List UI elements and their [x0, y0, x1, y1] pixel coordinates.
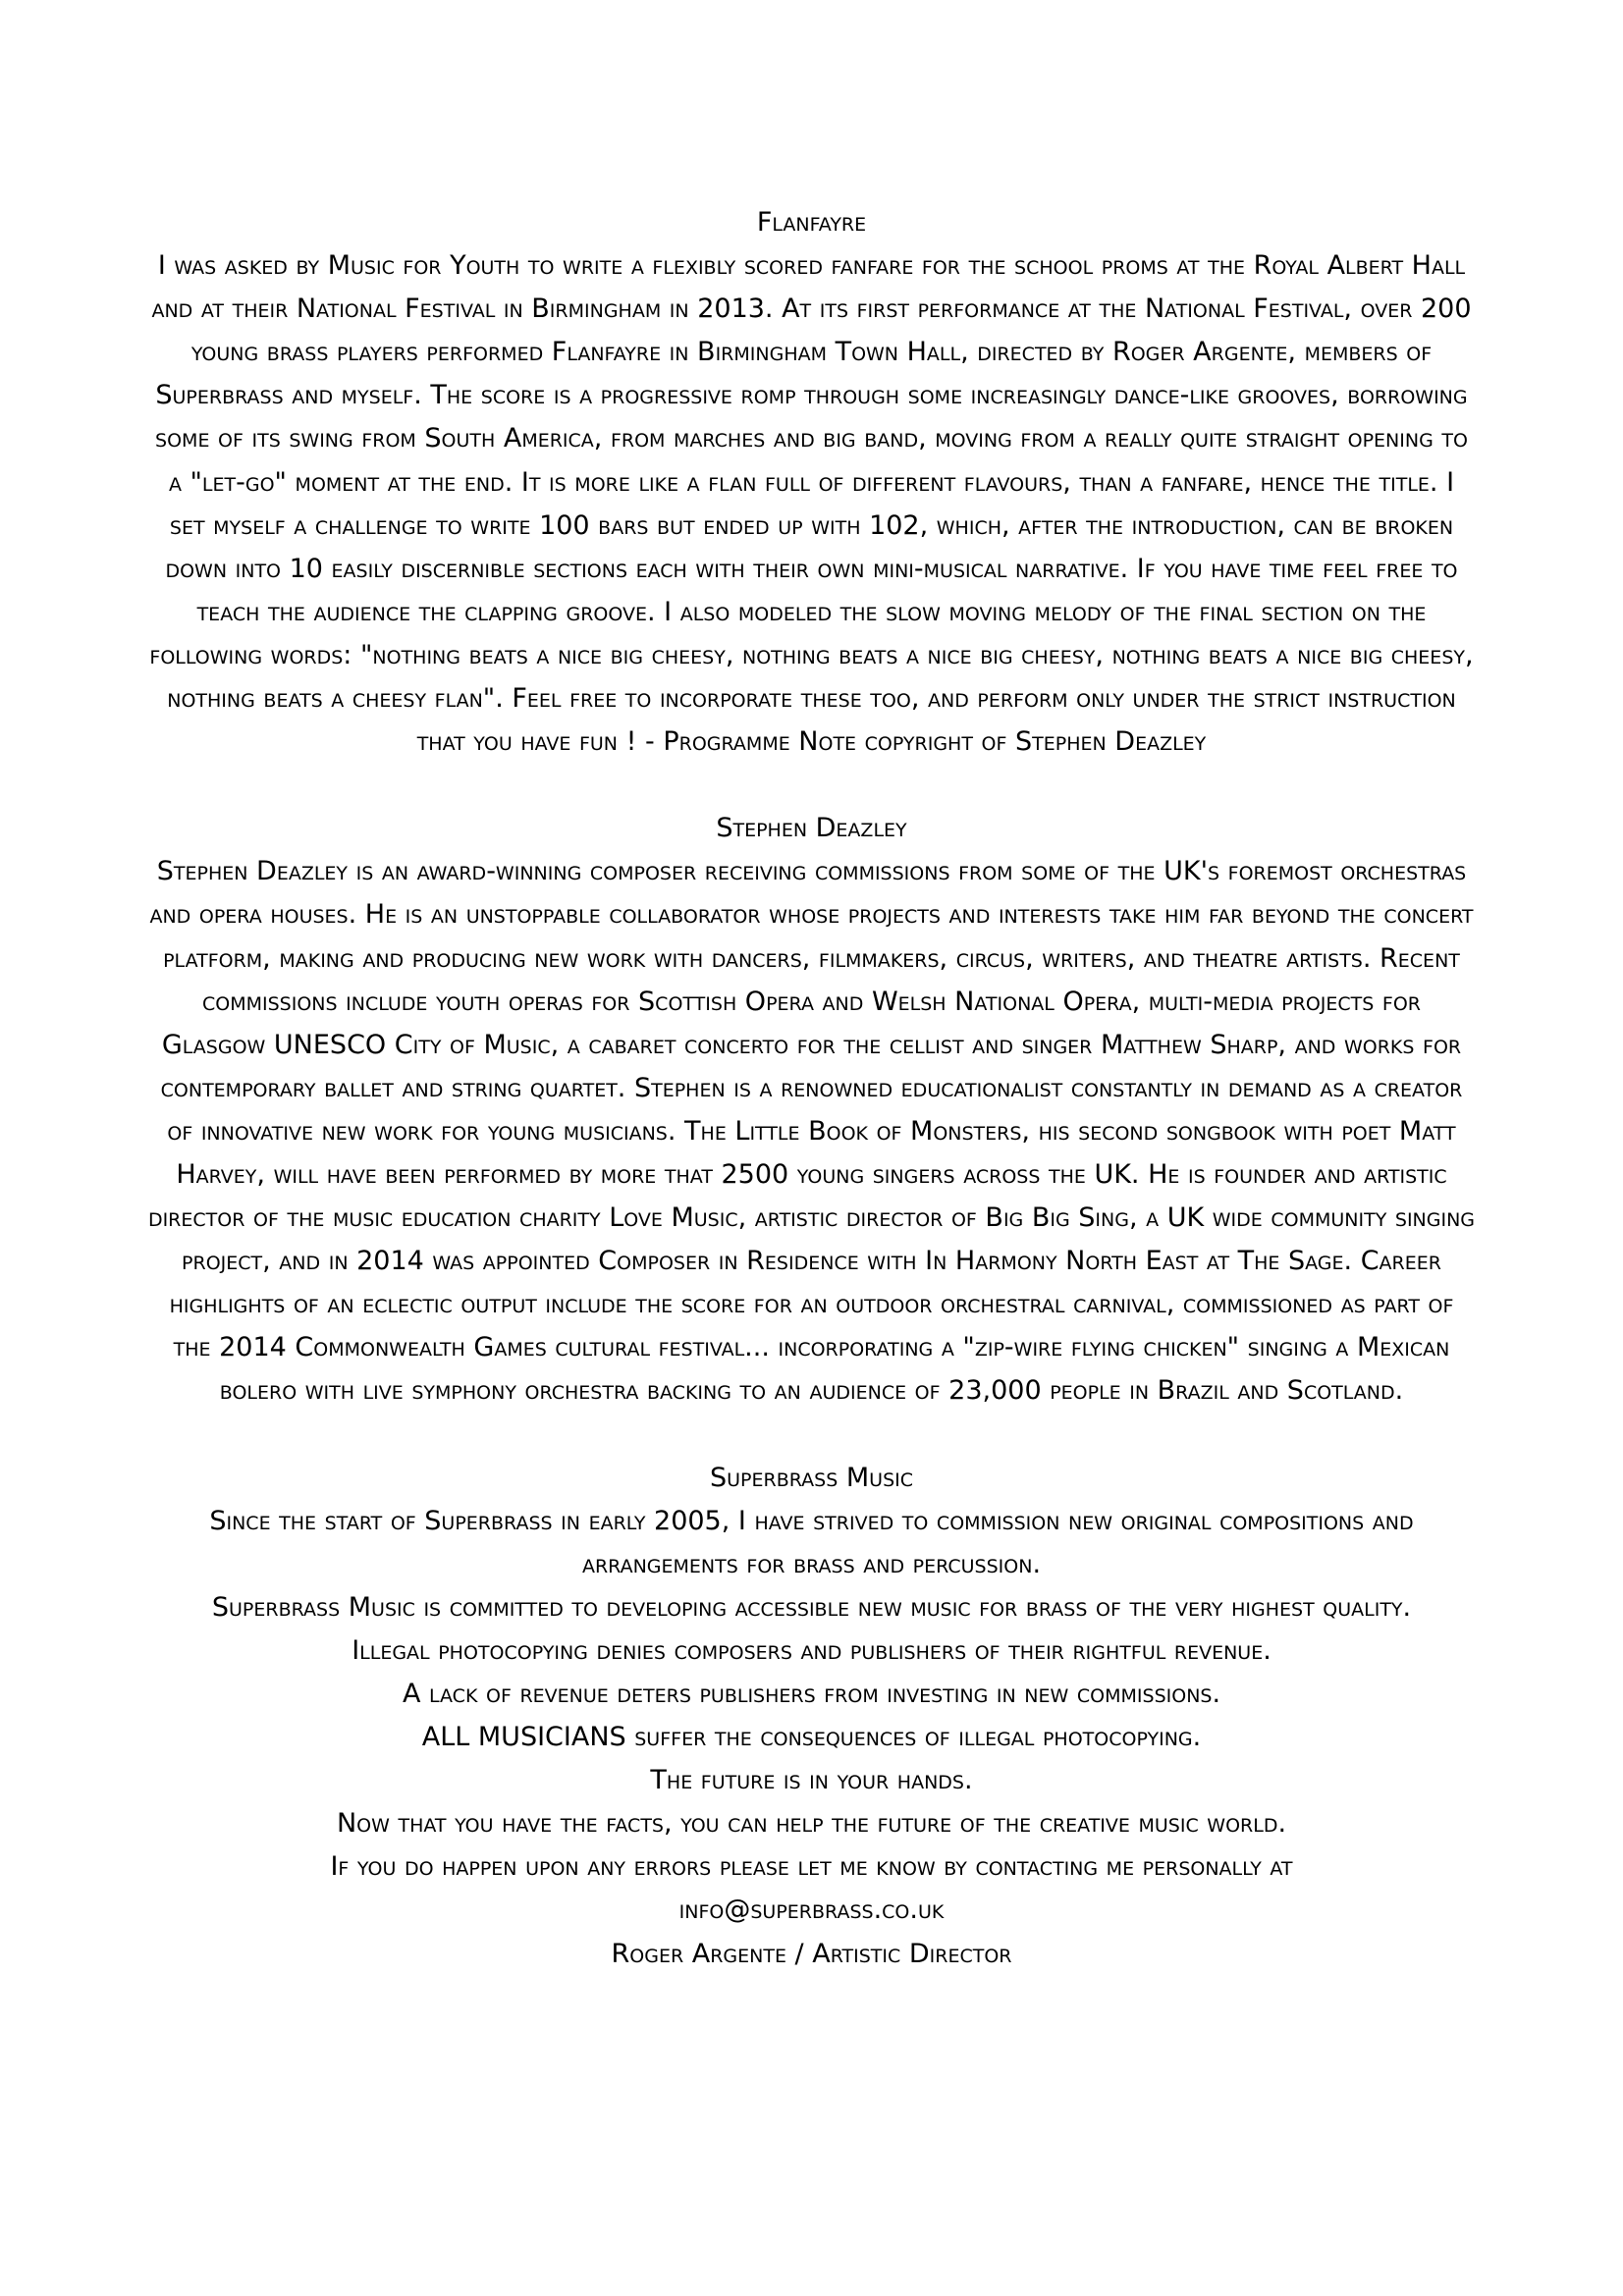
flanfayre-section	[147, 201, 1476, 764]
publisher-commitment: Superbrass Music is committed to developing accessible new music for brass of the very highest quality.	[211, 1591, 1412, 1623]
contact-line: If you do happen upon any errors please let me know by contacting me personally at	[330, 1851, 1293, 1883]
publisher-heading: Superbrass Music	[709, 1462, 913, 1493]
copyright-notice-3: ALL MUSICIANS suffer the consequences of illegal photocopying.	[421, 1722, 1202, 1753]
signature: Roger Argente / Artistic Director	[611, 1938, 1012, 1969]
flanfayre-heading: Flanfayre	[756, 207, 867, 238]
section-spacer	[147, 764, 1476, 807]
publisher-section	[147, 1457, 1476, 1976]
composer-section	[147, 807, 1476, 1413]
copyright-notice-5: Now that you have the facts, you can help the future of the creative music world.	[336, 1808, 1287, 1840]
composer-biography: Stephen Deazley is an award-winning composer receiving commissions from some of the UK's foremost orchestras and opera houses. He is an unstoppable collaborator whose projects and interests take him far beyond the concert platform, making and producing new work with dancers, filmmakers, circus, writers, and theatre artists. Recent commissions include youth operas for Scottish Opera and Welsh National Opera, multi-media projects for Glasgow UNESCO City of Music, a cabaret concerto for the cellist and singer Matthew Sharp, and works for contemporary ballet and string quartet. Stephen is a renowned educationalist constantly in demand as a creator of innovative new work for young musicians. The Little Book of Monsters, his second songbook with poet Matt Harvey, will have been performed by more that 2500 young singers across the UK. He is founder and artistic director of the music education charity Love Music, artistic director of Big Big Sing, a UK wide community singing project, and in 2014 was appointed Composer in Residence with In Harmony North East at The Sage. Career highlights of an eclectic output include the score for an outdoor orchestral carnival, commissioned as part of the 2014 Commonwealth Games cultural festival... incorporating a "zip-wire flying chicken" singing a Mexican bolero with live symphony orchestra backing to an audience of 23,000 people in Brazil and Scotland.	[147, 856, 1476, 1407]
copyright-notice-1: Illegal photocopying denies composers and publishers of their rightful revenue.	[352, 1634, 1271, 1666]
copyright-notice-4: The future is in your hands.	[650, 1765, 973, 1796]
section-spacer	[147, 1414, 1476, 1457]
flanfayre-programme-note: I was asked by Music for Youth to write a flexibly scored fanfare for the school proms at the Royal Albert Hall and at their National Festival in Birmingham in 2013. At its first performance at the National Festival, over 200 young brass players performed Flanfayre in Birmingham Town Hall, directed by Roger Argente, members of Superbrass and myself. The score is a progressive romp through some increasingly dance-like grooves, borrowing some of its swing from South America, from marches and big band, moving from a really quite straight opening to a "let-go" moment at the end. It is more like a flan full of different flavours, than a fanfare, hence the title. I set myself a challenge to write 100 bars but ended up with 102, which, after the introduction, can be broken down into 10 easily discernible sections each with their own mini-musical narrative. If you have time feel free to teach the audience the clapping groove. I also modeled the slow moving melody of the final section on the following words: "nothing beats a nice big cheesy, nothing beats a nice big cheesy, nothing beats a nice big cheesy, nothing beats a cheesy flan". Feel free to incorporate these too, and perform only under the strict instruction that you have fun ! - Programme Note copyright of Stephen Deazley	[149, 250, 1474, 758]
composer-heading: Stephen Deazley	[716, 813, 907, 844]
document-page	[147, 201, 1476, 1976]
contact-email: info@superbrass.co.uk	[678, 1895, 945, 1926]
publisher-intro: Since the start of Superbrass in early 2005, I have strived to commission new original compositions and arrangements for brass and percussion.	[209, 1505, 1414, 1579]
copyright-notice-2: A lack of revenue deters publishers from investing in new commissions.	[402, 1679, 1221, 1709]
